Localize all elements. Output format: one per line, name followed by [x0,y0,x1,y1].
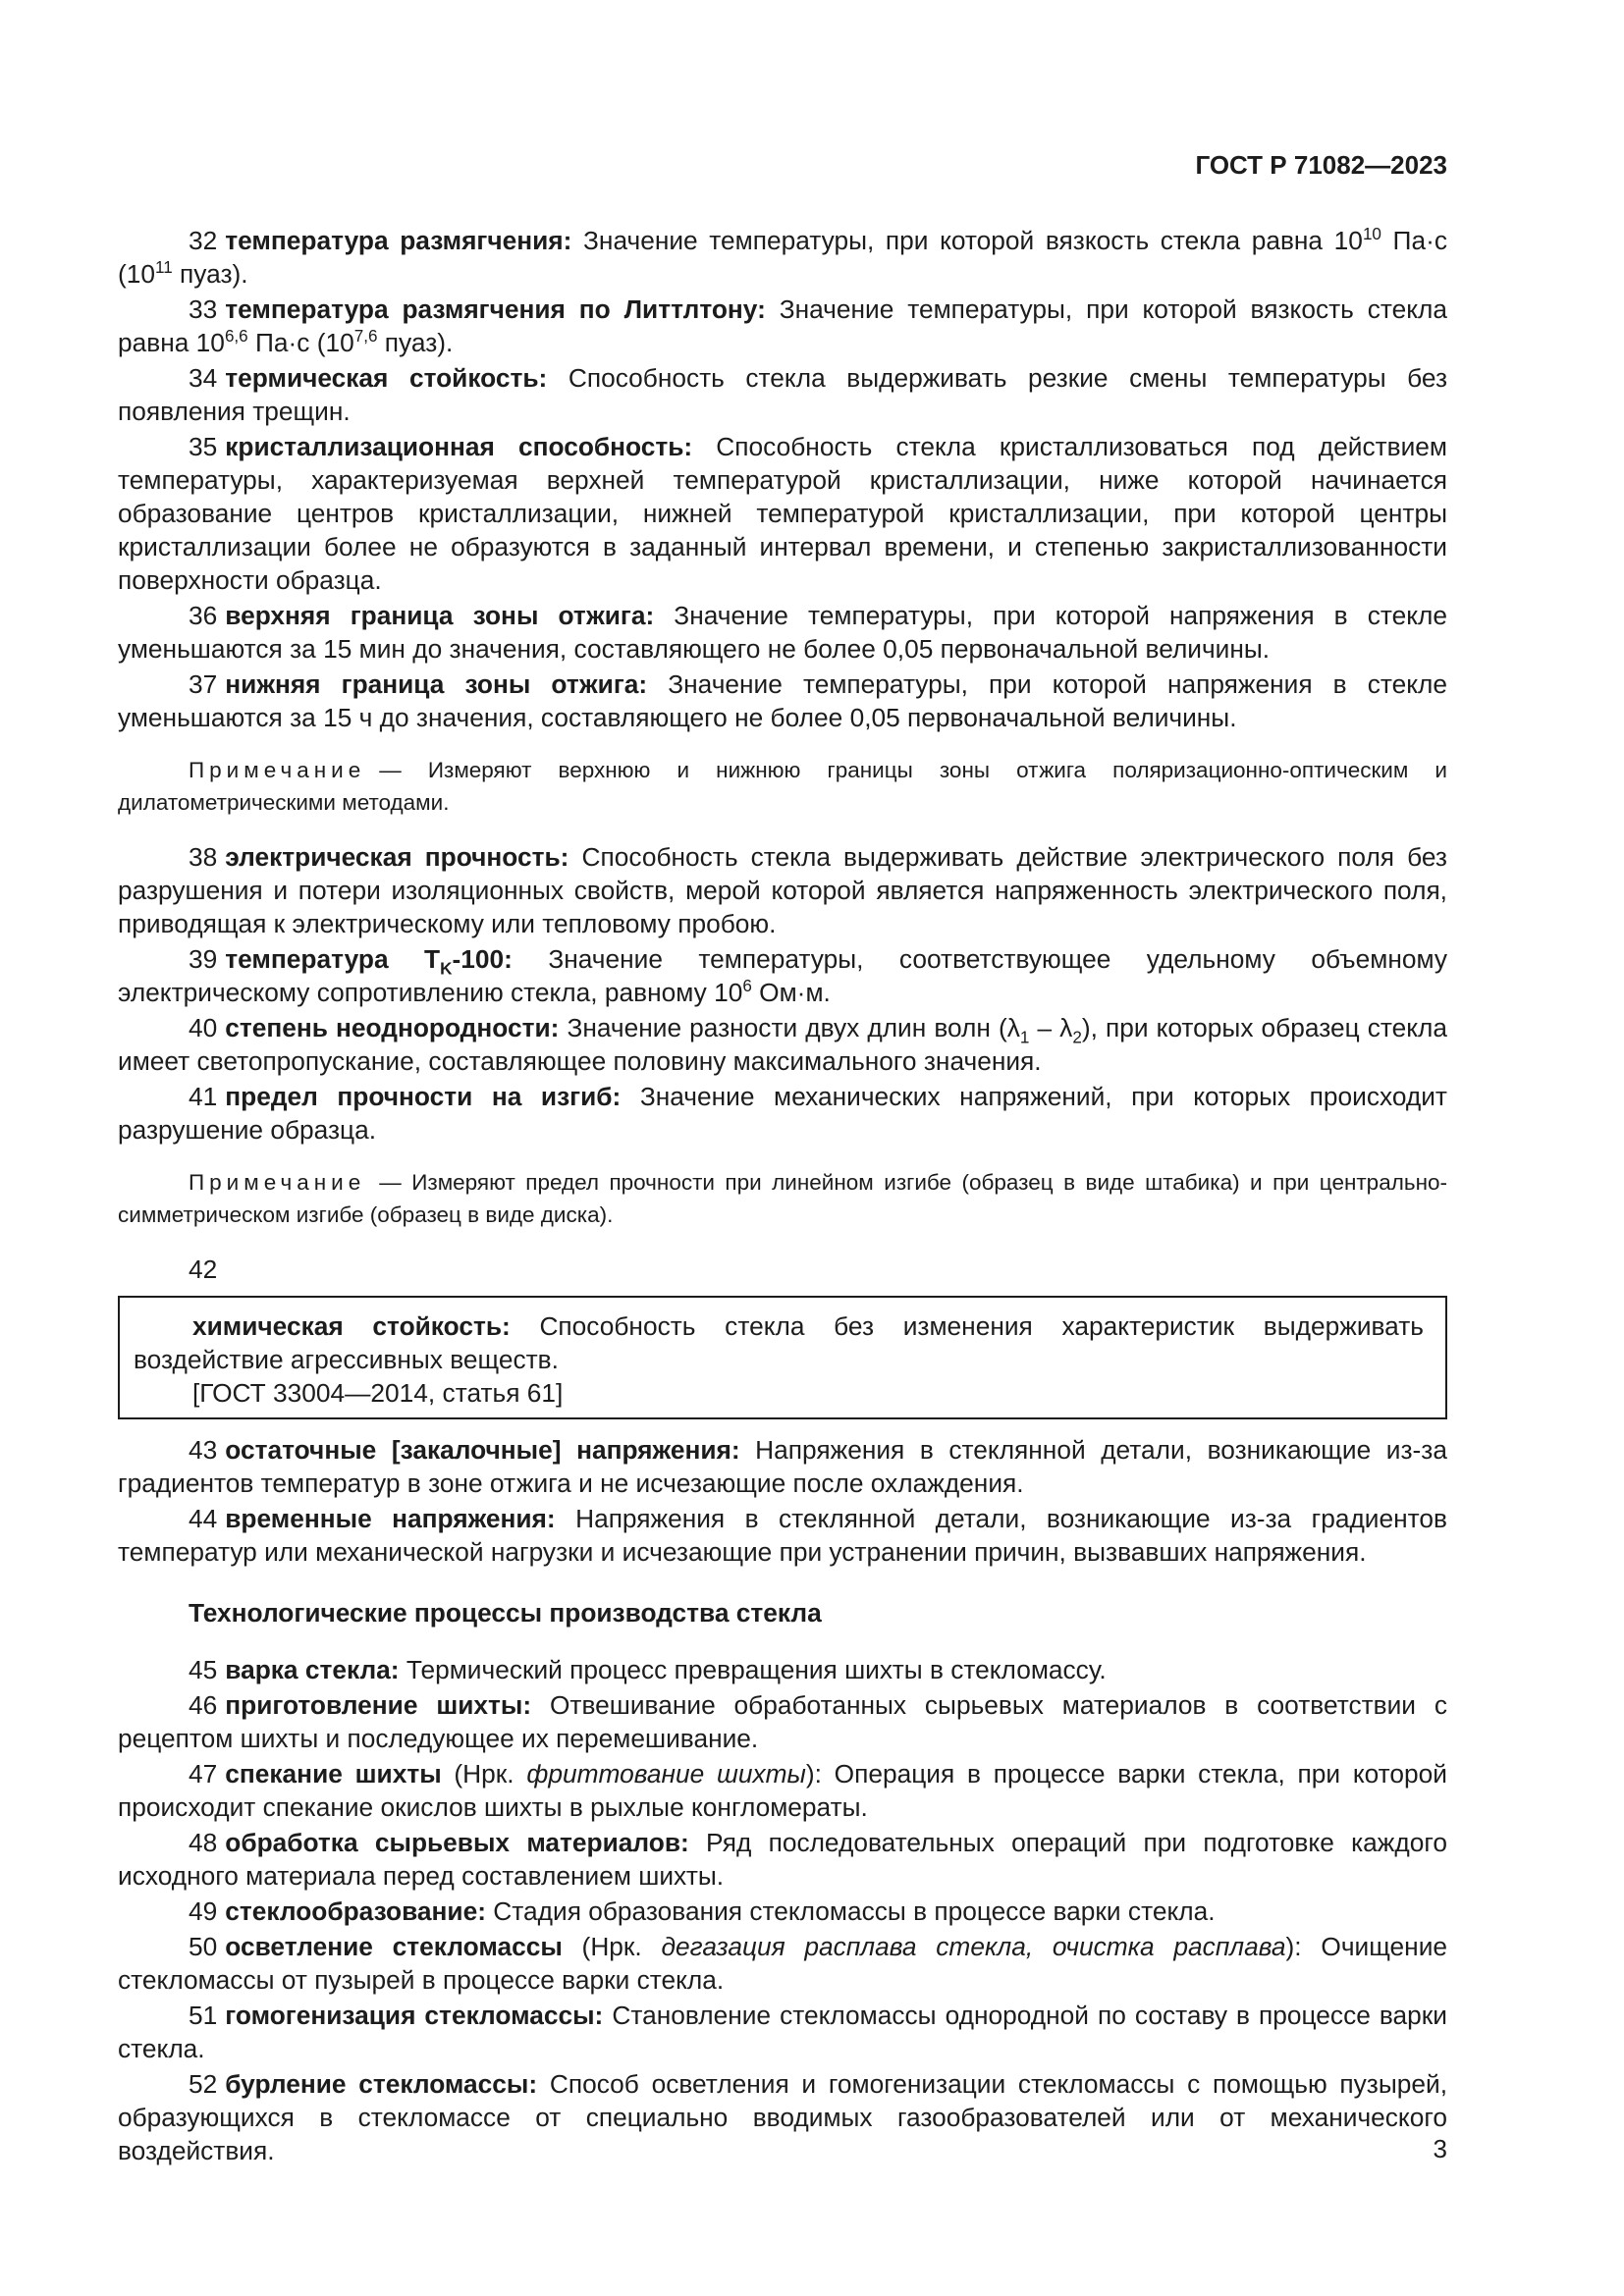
definitions-group-a [118,224,1447,734]
note-annealing-zone [118,754,1447,819]
definition-term: осветление стекломассы [225,1932,563,1961]
definition-43 [118,1433,1447,1500]
definition-text: Способность стекла выдерживать действие электрического поля без разрушения и потери изоляционных свойств, мерой которой является напряженность электрического поля, приводящая к электрическому или тепловому пробою. [118,842,1447,938]
boxed-source: [ГОСТ 33004—2014, статья 61] [192,1378,564,1408]
page-content [118,224,1447,2167]
definition-number: 32 [189,226,218,255]
definition-44 [118,1502,1447,1569]
definition-32 [118,224,1447,291]
definition-term: приготовление шихты: [225,1690,532,1720]
definition-49 [118,1895,1447,1928]
note-text: — Измеряют верхнюю и нижнюю границы зоны отжига поляризационно-оптическим и дилатометрическими методами. [118,758,1447,815]
definition-35 [118,430,1447,597]
definition-text: Термический процесс превращения шихты в стекломассу. [399,1655,1107,1684]
definition-number: 41 [189,1082,218,1111]
definition-text: Значение разности двух длин волн $(\lambda_1 - \lambda_2)$, при которых образец стекла имеет светопропускание, составляющее половину максимального значения. [118,1013,1448,1076]
definitions-group-c [118,1433,1447,1569]
definition-number: 45 [189,1655,218,1684]
definition-term: электрическая прочность: [225,842,569,872]
definition-text: Напряжения в стеклянной детали, возникающие из-за градиентов температур в зоне отжига и не исчезающие после охлаждения. [118,1435,1447,1498]
document-code-header: ГОСТ Р 71082—2023 [1195,150,1447,180]
definition-term: спекание шихты [225,1759,442,1789]
definitions-group-d [118,1653,1447,2167]
definitions-group-b [118,840,1447,1147]
definition-term: температура размягчения: [225,226,572,255]
definition-40 [118,1011,1447,1078]
definition-text: Становление стекломассы однородной по составу в процессе варки стекла. [118,2001,1447,2063]
definition-34 [118,361,1447,428]
definition-term: термическая стойкость: [225,363,548,393]
definition-number: 33 [189,294,218,324]
definition-text: (Нрк. фриттование шихты): Операция в процессе варки стекла, при которой происходит спекание окислов шихты в рыхлые конгломераты. [118,1759,1447,1822]
definition-number: 48 [189,1828,218,1857]
definition-term: обработка сырьевых материалов: [225,1828,689,1857]
definition-text: Значение температуры, при которой вязкость стекла равна $10^{10}$ Па·с ($10^{11}$ пуаз). [118,225,1447,289]
definition-number: 52 [189,2069,218,2099]
definition-50 [118,1930,1447,1997]
definition-text: Значение температуры, соответствующее удельному объемному электрическому сопротивлению стекла, равному $10^6$ Ом·м. [118,944,1447,1007]
definition-text: Ряд последовательных операций при подготовке каждого исходного материала перед составлением шихты. [118,1828,1448,1891]
definition-term: температура $T_K-100$: [225,944,513,979]
definition-term: нижняя граница зоны отжига: [225,669,648,699]
definition-number: 47 [189,1759,218,1789]
definition-text: Способность стекла кристаллизоваться под действием температуры, характеризуемая верхней температурой кристаллизации, ниже которой начинается образование центров кристаллизации, нижней температурой кристаллизации, при которой центры кристаллизации более не образуются в заданный интервал времени, и степенью закристаллизованности поверхности образца. [118,432,1447,595]
note-text: — Измеряют предел прочности при линейном изгибе (образец в виде штабика) и при центрально-симметрическом изгибе (образец в виде диска). [118,1170,1447,1227]
definition-term: варка стекла: [225,1655,400,1684]
definition-33 [118,293,1447,359]
definition-text: Значение температуры, при которой напряжения в стекле уменьшаются за 15 мин до значения, составляющего не более 0,05 первоначальной величины. [118,601,1448,664]
note-label: Примечание [189,758,366,782]
definition-term: температура размягчения по Литтлтону: [225,294,766,324]
definition-number: 37 [189,669,218,699]
definition-45 [118,1653,1447,1686]
definition-number: 50 [189,1932,218,1961]
note-bending-strength [118,1166,1447,1231]
definition-37 [118,667,1447,734]
definition-number: 39 [189,944,218,974]
definition-number: 51 [189,2001,218,2030]
definition-number: 34 [189,363,218,393]
definition-term: кристаллизационная способность: [225,432,693,461]
note-label: Примечание [189,1170,366,1195]
definition-number: 36 [189,601,218,630]
definition-number: 38 [189,842,218,872]
definition-number: 44 [189,1504,218,1533]
definition-term: степень неоднородности: [225,1013,560,1042]
definition-number: 46 [189,1690,218,1720]
boxed-definition-text [134,1309,1424,1376]
section-title: Технологические процессы производства стекла [189,1598,822,1628]
definition-48 [118,1826,1447,1893]
definition-number: 35 [189,432,218,461]
definition-text: Способ осветления и гомогенизации стекломассы с помощью пузырей, образующихся в стекломассе от специально вводимых газообразователей или от механического воздействия. [118,2069,1447,2165]
boxed-definition [118,1296,1447,1419]
definition-41 [118,1080,1447,1147]
definition-term: верхняя граница зоны отжига: [225,601,655,630]
boxed-text: Способность стекла без изменения характеристик выдерживать воздействие агрессивных веществ. [134,1311,1424,1374]
definition-number: 40 [189,1013,218,1042]
definition-39 [118,942,1447,1009]
definition-number: 43 [189,1435,218,1465]
definition-36 [118,599,1447,666]
definition-38 [118,840,1447,940]
definition-text: Стадия образования стекломассы в процессе варки стекла. [485,1896,1216,1926]
definition-text: Способность стекла выдерживать резкие смены температуры без появления трещин. [118,363,1448,426]
definition-term: гомогенизация стекломассы: [225,2001,604,2030]
definition-text: Напряжения в стеклянной детали, возникающие из-за градиентов температур или механической нагрузки и исчезающие при устранении причин, вызвавших напряжения. [118,1504,1447,1567]
definition-text: Значение температуры, при которой напряжения в стекле уменьшаются за 15 ч до значения, составляющего не более 0,05 первоначальной величины. [118,669,1448,732]
definition-number: 49 [189,1896,218,1926]
definition-text: (Нрк. дегазация расплава стекла, очистка расплава): Очищение стекломассы от пузырей в процессе варки стекла. [118,1932,1448,1995]
definition-term: бурление стекломассы: [225,2069,538,2099]
definition-text: Значение механических напряжений, при которых происходит разрушение образца. [118,1082,1447,1145]
definition-52 [118,2067,1447,2167]
definition-46 [118,1688,1447,1755]
boxed-definition-number: 42 [189,1255,218,1284]
definition-text: Значение температуры, при которой вязкость стекла равна 10$^{6,6}$ Па·с (10$^{7,6}$ пуаз). [118,294,1447,357]
definition-term: предел прочности на изгиб: [225,1082,622,1111]
boxed-term: химическая стойкость: [192,1311,511,1341]
definition-term: временные напряжения: [225,1504,556,1533]
definition-47 [118,1757,1447,1824]
definition-text: Отвешивание обработанных сырьевых материалов в соответствии с рецептом шихты и последующее их перемешивание. [118,1690,1447,1753]
definition-term: остаточные [закалочные] напряжения: [225,1435,740,1465]
definition-51 [118,1999,1447,2065]
definition-term: стеклообразование: [225,1896,486,1926]
page-number: 3 [1433,2134,1447,2163]
